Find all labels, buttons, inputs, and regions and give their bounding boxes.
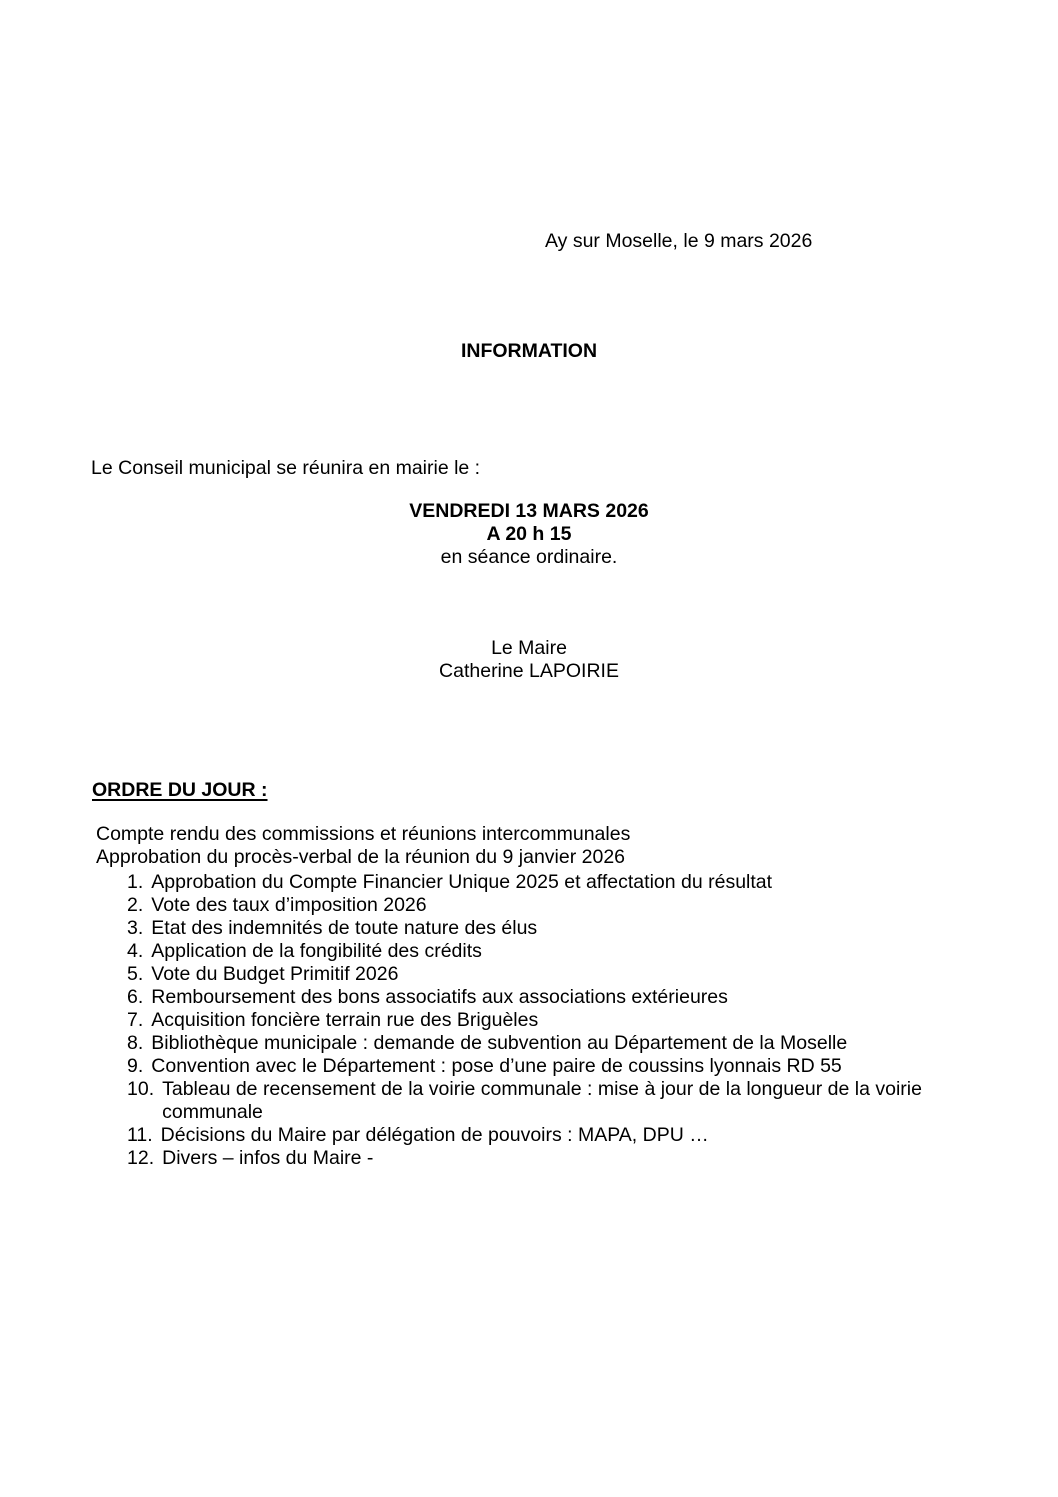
- agenda-item: [127, 1009, 982, 1032]
- dateline: Ay sur Moselle, le 9 mars 2026: [545, 230, 813, 252]
- agenda-item: [127, 1032, 982, 1055]
- agenda-preamble-line: Compte rendu des commissions et réunions intercommunales: [96, 823, 631, 845]
- agenda-item-number: 9.: [127, 1055, 144, 1077]
- agenda-item: [127, 917, 982, 940]
- agenda-item: [127, 940, 982, 963]
- agenda-item-text: Tableau de recensement de la voirie communale : mise à jour de la longueur de la voirie communale: [162, 1078, 922, 1123]
- agenda-item-text: Vote des taux d’imposition 2026: [151, 894, 427, 916]
- agenda-item-number: 10.: [127, 1078, 155, 1100]
- agenda-preamble-line: Approbation du procès-verbal de la réunion du 9 janvier 2026: [96, 846, 626, 868]
- agenda-item-text: Application de la fongibilité des crédits: [151, 940, 482, 962]
- agenda-item: [127, 963, 982, 986]
- agenda-item-number: 8.: [127, 1032, 144, 1054]
- agenda-item-number: 2.: [127, 894, 144, 916]
- agenda-item-number: 3.: [127, 917, 144, 939]
- agenda-item-text: Décisions du Maire par délégation de pouvoirs : MAPA, DPU …: [160, 1124, 709, 1146]
- signature-role: Le Maire: [491, 637, 567, 659]
- agenda-item: [127, 871, 982, 894]
- agenda-item-number: 6.: [127, 986, 144, 1008]
- agenda-item-text: Convention avec le Département : pose d’une paire de coussins lyonnais RD 55: [151, 1055, 842, 1077]
- signature-name: Catherine LAPOIRIE: [439, 660, 619, 682]
- agenda-item: [127, 986, 982, 1009]
- meeting-date: VENDREDI 13 MARS 2026: [409, 500, 649, 522]
- agenda-item: [127, 894, 982, 917]
- agenda-item-number: 5.: [127, 963, 144, 985]
- agenda-item: [127, 1147, 982, 1170]
- agenda-list: [92, 871, 982, 1170]
- agenda-item-text: Divers – infos du Maire -: [162, 1147, 374, 1169]
- agenda-item-number: 11.: [127, 1124, 153, 1146]
- intro-line: Le Conseil municipal se réunira en mairie le :: [91, 457, 481, 479]
- agenda-item-number: 7.: [127, 1009, 144, 1031]
- agenda-item-number: 1.: [127, 871, 144, 893]
- agenda-item-text: Remboursement des bons associatifs aux associations extérieures: [151, 986, 728, 1008]
- document-title: INFORMATION: [460, 340, 598, 362]
- agenda-item-text: Bibliothèque municipale : demande de subvention au Département de la Moselle: [151, 1032, 848, 1054]
- agenda-item: [127, 1055, 982, 1078]
- agenda-item: [127, 1124, 982, 1147]
- signature-block: [0, 637, 1058, 683]
- agenda-item-text: Vote du Budget Primitif 2026: [151, 963, 399, 985]
- agenda-item-text: Etat des indemnités de toute nature des élus: [151, 917, 538, 939]
- agenda-preamble: [96, 823, 630, 869]
- agenda-item: [127, 1078, 982, 1124]
- meeting-mode: en séance ordinaire.: [440, 546, 618, 568]
- agenda-heading: ORDRE DU JOUR :: [92, 779, 268, 801]
- meeting-time: A 20 h 15: [486, 523, 572, 545]
- meeting-block: [0, 500, 1058, 569]
- agenda-item-number: 4.: [127, 940, 144, 962]
- agenda-item-number: 12.: [127, 1147, 155, 1169]
- agenda-item-text: Acquisition foncière terrain rue des Briguèles: [151, 1009, 539, 1031]
- agenda-item-text: Approbation du Compte Financier Unique 2025 et affectation du résultat: [151, 871, 773, 893]
